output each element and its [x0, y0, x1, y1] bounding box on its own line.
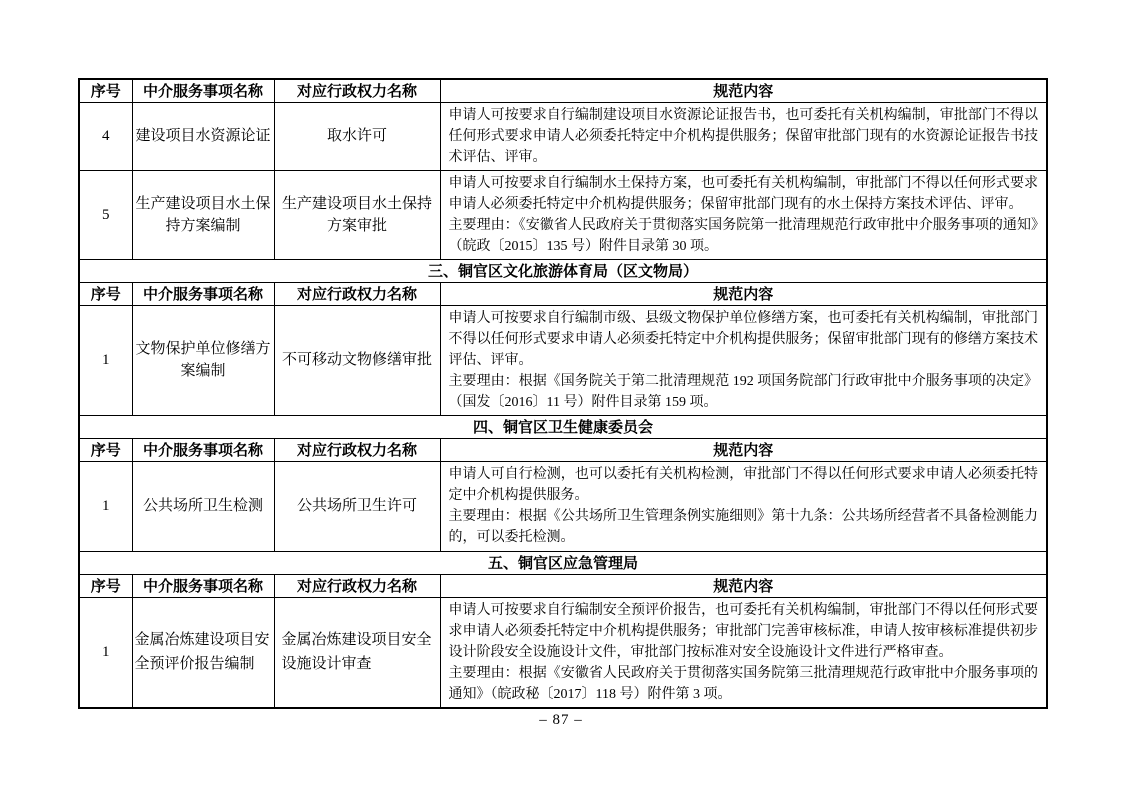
col-header-power: 对应行政权力名称 — [274, 574, 440, 597]
col-header-power: 对应行政权力名称 — [274, 282, 440, 305]
table-header-row — [79, 438, 1047, 461]
col-header-power: 对应行政权力名称 — [274, 438, 440, 461]
service-name-cell: 建设项目水资源论证 — [132, 102, 274, 170]
col-header-service: 中介服务事项名称 — [132, 79, 274, 102]
col-header-no: 序号 — [79, 282, 132, 305]
col-header-content: 规范内容 — [440, 79, 1047, 102]
content-cell — [440, 597, 1047, 708]
content-paragraph: 申请人可自行检测，也可以委托有关机构检测，审批部门不得以任何形式要求申请人必须委托特定中介机构提供服务。 — [448, 467, 1038, 503]
col-header-no: 序号 — [79, 574, 132, 597]
power-name-cell: 生产建设项目水土保持方案审批 — [274, 170, 440, 259]
section-title-row — [79, 259, 1047, 282]
row-no-cell: 1 — [79, 461, 132, 551]
content-paragraph: 申请人可按要求自行编制市级、县级文物保护单位修缮方案，也可委托有关机构编制，审批部门不得以任何形式要求申请人必须委托特定中介机构提供服务；保留审批部门现有的修缮方案技术评估、评审。 — [448, 310, 1038, 368]
content-paragraph: 主要理由：根据《国务院关于第二批清理规范 192 项国务院部门行政审批中介服务事项的决定》（国发〔2016〕11 号）附件目录第 159 项。 — [448, 373, 1038, 410]
table-header-row — [79, 282, 1047, 305]
service-name-cell: 公共场所卫生检测 — [132, 461, 274, 551]
row-no-cell: 1 — [79, 305, 132, 415]
page-number: – 87 – — [539, 712, 583, 728]
table-row — [79, 170, 1047, 259]
section-title: 四、铜官区卫生健康委员会 — [79, 415, 1047, 438]
col-header-service: 中介服务事项名称 — [132, 438, 274, 461]
col-header-service: 中介服务事项名称 — [132, 282, 274, 305]
power-name-cell: 公共场所卫生许可 — [274, 461, 440, 551]
section-title: 三、铜官区文化旅游体育局（区文物局） — [79, 259, 1047, 282]
content-paragraph: 主要理由：《安徽省人民政府关于贯彻落实国务院第一批清理规范行政审批中介服务事项的通知》（皖政〔2015〕135 号）附件目录第 30 项。 — [448, 217, 1038, 254]
row-no-cell: 1 — [79, 597, 132, 708]
col-header-service: 中介服务事项名称 — [132, 574, 274, 597]
content-cell — [440, 102, 1047, 170]
service-name-cell: 生产建设项目水土保持方案编制 — [132, 170, 274, 259]
content-paragraph: 主要理由：根据《安徽省人民政府关于贯彻落实国务院第三批清理规范行政审批中介服务事项的通知》（皖政秘〔2017〕118 号）附件第 3 项。 — [448, 665, 1038, 702]
col-header-no: 序号 — [79, 438, 132, 461]
intermediary-services-table — [78, 78, 1048, 709]
section-title-row — [79, 415, 1047, 438]
col-header-power: 对应行政权力名称 — [274, 79, 440, 102]
content-paragraph: 申请人可按要求自行编制建设项目水资源论证报告书，也可委托有关机构编制，审批部门不得以任何形式要求申请人必须委托特定中介机构提供服务；保留审批部门现有的水资源论证报告书技术评估、评审。 — [448, 107, 1038, 165]
content-cell — [440, 461, 1047, 551]
content-cell — [440, 170, 1047, 259]
col-header-content: 规范内容 — [440, 282, 1047, 305]
col-header-content: 规范内容 — [440, 438, 1047, 461]
table-header-row — [79, 574, 1047, 597]
service-name-cell: 金属冶炼建设项目安全预评价报告编制 — [132, 597, 274, 708]
table-row — [79, 305, 1047, 415]
row-no-cell: 4 — [79, 102, 132, 170]
section-title: 五、铜官区应急管理局 — [79, 551, 1047, 574]
power-name-cell: 金属冶炼建设项目安全设施设计审查 — [274, 597, 440, 708]
table-row — [79, 461, 1047, 551]
content-paragraph: 申请人可按要求自行编制安全预评价报告，也可委托有关机构编制，审批部门不得以任何形式要求申请人必须委托特定中介机构提供服务；审批部门完善审核标准，申请人按审核标准提供初步设计阶段安全设施设计文件，审批部门按标准对安全设施设计文件进行严格审查。 — [448, 602, 1038, 660]
table-header-row — [79, 79, 1047, 102]
power-name-cell: 不可移动文物修缮审批 — [274, 305, 440, 415]
content-paragraph: 主要理由：根据《公共场所卫生管理条例实施细则》第十九条：公共场所经营者不具备检测能力的，可以委托检测。 — [448, 509, 1038, 545]
table-row — [79, 597, 1047, 708]
section-title-row — [79, 551, 1047, 574]
content-paragraph: 申请人可按要求自行编制水土保持方案，也可委托有关机构编制，审批部门不得以任何形式要求申请人必须委托特定中介机构提供服务；保留审批部门现有的水土保持方案技术评估、评审。 — [448, 175, 1038, 212]
table-row — [79, 102, 1047, 170]
col-header-no: 序号 — [79, 79, 132, 102]
col-header-content: 规范内容 — [440, 574, 1047, 597]
row-no-cell: 5 — [79, 170, 132, 259]
content-cell — [440, 305, 1047, 415]
power-name-cell: 取水许可 — [274, 102, 440, 170]
service-name-cell: 文物保护单位修缮方案编制 — [132, 305, 274, 415]
